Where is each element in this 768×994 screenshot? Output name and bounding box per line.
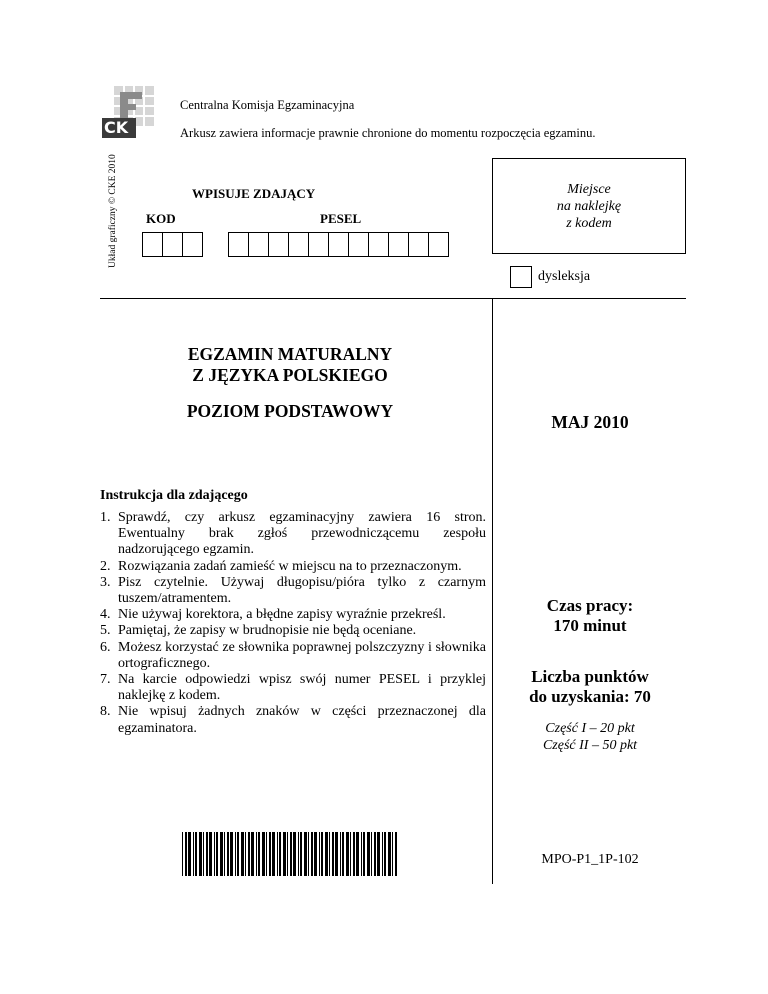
pesel-boxes[interactable] <box>228 232 449 257</box>
instruction-item: 8. Nie wpisuj żadnych znaków w części przeznaczonej dla egzaminatora. <box>100 704 486 736</box>
vertical-divider <box>492 298 493 884</box>
instruction-item: 2. Rozwiązania zadań zamieść w miejscu na to przeznaczonym. <box>100 558 462 574</box>
sticker-line: Miejsce <box>567 181 611 197</box>
sticker-line: na naklejkę <box>556 198 622 214</box>
pesel-digit-box[interactable] <box>388 232 409 257</box>
instruction-item: 4. Nie używaj korektora, a błędne zapisy wyraźnie przekreśl. <box>100 607 446 623</box>
pesel-digit-box[interactable] <box>248 232 269 257</box>
pesel-digit-box[interactable] <box>288 232 309 257</box>
kod-digit-box[interactable] <box>182 232 203 257</box>
dysleksja-checkbox[interactable] <box>510 266 532 288</box>
side-credit: Układ graficzny © CKE 2010 <box>108 154 118 268</box>
points-label: Liczba punktów <box>531 667 649 686</box>
kod-label: KOD <box>146 211 176 226</box>
dysleksja-label: dysleksja <box>538 269 591 284</box>
part2-points: Część II – 50 pkt <box>542 738 638 753</box>
barcode <box>182 832 398 876</box>
points-value: do uzyskania: 70 <box>529 687 651 706</box>
pesel-digit-box[interactable] <box>328 232 349 257</box>
pesel-digit-box[interactable] <box>348 232 369 257</box>
pesel-digit-box[interactable] <box>268 232 289 257</box>
pesel-digit-box[interactable] <box>228 232 249 257</box>
exam-session: MAJ 2010 <box>551 412 629 432</box>
instruction-item: 7. Na karcie odpowiedzi wpisz swój numer PESEL i przyklej naklejkę z kodem. <box>100 672 486 704</box>
cke-logo <box>100 84 156 140</box>
sticker-line: z kodem <box>566 215 612 231</box>
form-heading: WPISUJE ZDAJĄCY <box>192 186 316 201</box>
exam-level: POZIOM PODSTAWOWY <box>186 401 394 421</box>
points-breakdown <box>500 720 680 754</box>
points-block <box>500 667 680 707</box>
pesel-digit-box[interactable] <box>308 232 329 257</box>
time-value: 170 minut <box>553 616 627 635</box>
kod-boxes[interactable] <box>142 232 203 257</box>
exam-code: MPO-P1_1P-102 <box>541 852 639 867</box>
kod-digit-box[interactable] <box>142 232 163 257</box>
confidential-notice: Arkusz zawiera informacje prawnie chronione do momentu rozpoczęcia egzaminu. <box>180 126 596 140</box>
pesel-digit-box[interactable] <box>428 232 449 257</box>
logo-text: CK <box>104 118 129 137</box>
pesel-label: PESEL <box>320 211 362 226</box>
pesel-digit-box[interactable] <box>408 232 429 257</box>
instruction-item: 6. Możesz korzystać ze słownika poprawnej polszczyzny i słownika ortograficznego. <box>100 639 486 671</box>
part1-points: Część I – 20 pkt <box>545 721 635 736</box>
instruction-item: 1. Sprawdź, czy arkusz egzaminacyjny zawiera 16 stron. Ewentualny brak zgłoś przewodniczącemu zespołu nadzorującego egzamin. <box>100 510 486 558</box>
instruction-item: 5. Pamiętaj, że zapisy w brudnopisie nie będą oceniane. <box>100 623 417 639</box>
sticker-area <box>492 158 686 254</box>
horizontal-divider <box>100 298 686 299</box>
time-block <box>500 596 680 636</box>
instructions-list <box>100 510 486 737</box>
exam-title-line2: Z JĘZYKA POLSKIEGO <box>192 365 388 385</box>
exam-title-line1: EGZAMIN MATURALNY <box>187 344 393 364</box>
pesel-digit-box[interactable] <box>368 232 389 257</box>
instructions-heading: Instrukcja dla zdającego <box>100 488 248 503</box>
kod-digit-box[interactable] <box>162 232 183 257</box>
time-label: Czas pracy: <box>546 596 634 615</box>
org-name: Centralna Komisja Egzaminacyjna <box>180 98 355 112</box>
instruction-item: 3. Pisz czytelnie. Używaj długopisu/pióra tylko z czarnym tuszem/atramentem. <box>100 574 486 607</box>
